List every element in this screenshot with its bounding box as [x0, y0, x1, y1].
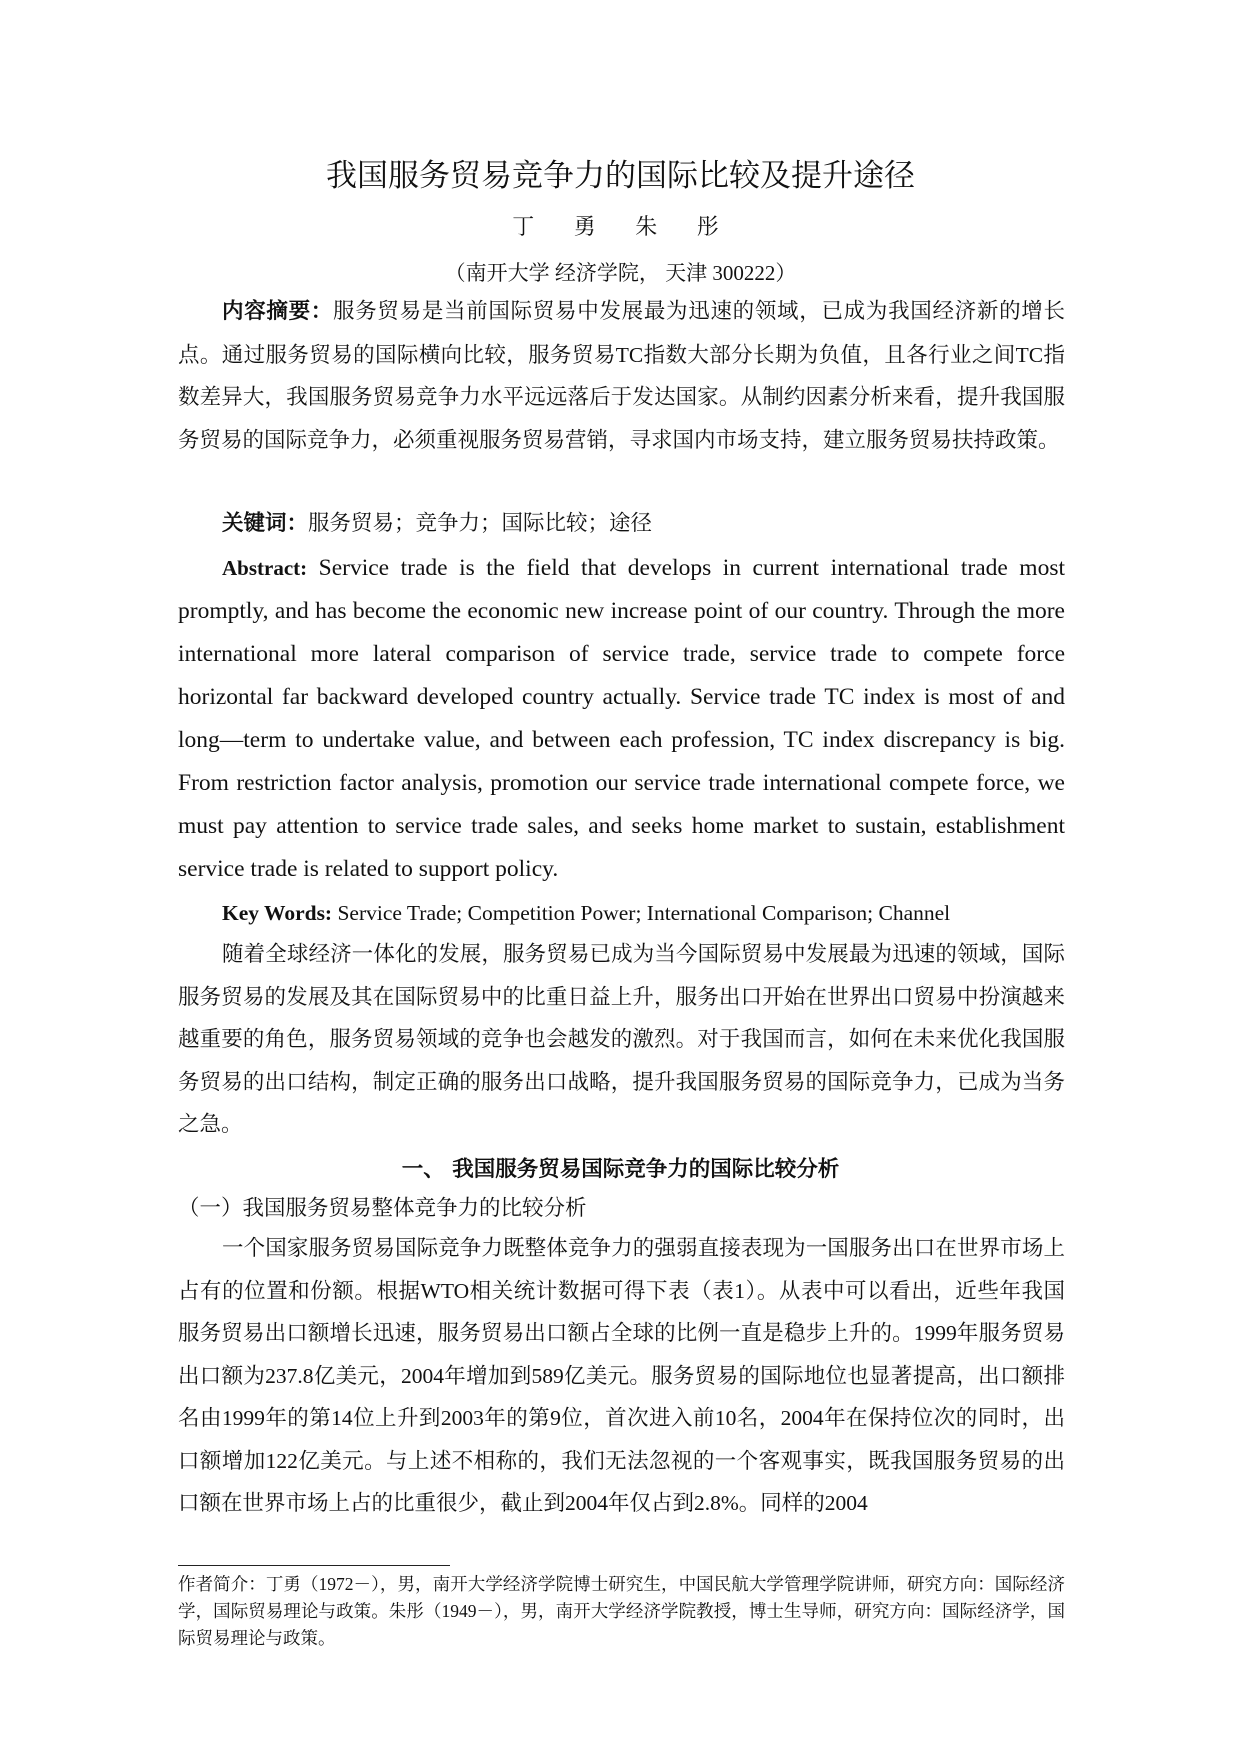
abstract-cn-label: 内容摘要： — [222, 299, 334, 324]
authors — [0, 210, 1241, 241]
authors-text: 丁 勇 朱 彤 — [512, 214, 729, 239]
paper-title: 我国服务贸易竞争力的国际比较及提升途径 — [326, 158, 915, 194]
intro-paragraph: 随着全球经济一体化的发展，服务贸易已成为当今国际贸易中发展最为迅速的领域，国际服务贸易的发展及其在国际贸易中的比重日益上升，服务出口开始在世界出口贸易中扮演越来越重要的角色，服务贸易领域的竞争也会越发的激烈。对于我国而言，如何在未来优化我国服务贸易的出口结构，制定正确的服务出口战略，提升我国服务贸易的国际竞争力，已成为当务之急。 — [178, 942, 1065, 1136]
footnote-divider — [178, 1565, 450, 1566]
section-heading: 一、 我国服务贸易国际竞争力的国际比较分析 — [401, 1157, 840, 1182]
keywords-en-label: Key Words: — [222, 901, 333, 925]
keywords-en — [178, 893, 1065, 933]
abstract-cn-block — [178, 290, 1065, 461]
abstract-cn — [178, 290, 1065, 461]
keywords-cn-block — [178, 502, 1065, 546]
keywords-en-text: Service Trade; Competition Power; International Comparison; Channel — [337, 901, 951, 925]
abstract-cn-text: 服务贸易是当前国际贸易中发展最为迅速的领域，已成为我国经济新的增长点。通过服务贸易的国际横向比较，服务贸易TC指数大部分长期为负值，且各行业之间TC指数差异大，我国服务贸易竞争力水平远远落后于发达国家。从制约因素分析来看，提升我国服务贸易的国际竞争力，必须重视服务贸易营销，寻求国内市场支持，建立服务贸易扶持政策。 — [178, 299, 1065, 452]
keywords-en-block — [178, 893, 1065, 933]
affiliation: （南开大学 经济学院， 天津 300222） — [444, 261, 797, 285]
intro-block — [178, 933, 1065, 1146]
section-body: 一个国家服务贸易国际竞争力既整体竞争力的强弱直接表现为一国服务出口在世界市场上占有的位置和份额。根据WTO相关统计数据可得下表（表1）。从表中可以看出，近些年我国服务贸易出口额增长迅速，服务贸易出口额占全球的比例一直是稳步上升的。1999年服务贸易出口额为237.8亿美元，2004年增加到589亿美元。服务贸易的国际地位也显著提高，出口额排名由1999年的第14位上升到2003年的第9位，首次进入前10名，2004年在保持位次的同时，出口额增加122亿美元。与上述不相称的，我们无法忽视的一个客观事实，既我国服务贸易的出口额在世界市场上占的比重很少，截止到2004年仅占到2.8%。同样的2004 — [178, 1236, 1065, 1515]
abstract-en-block — [178, 547, 1065, 891]
footnote: 作者简介：丁勇（1972－），男，南开大学经济学院博士研究生，中国民航大学管理学院讲师，研究方向：国际经济学，国际贸易理论与政策。朱彤（1949－），男，南开大学经济学院教授，博士生导师，研究方向：国际经济学，国际贸易理论与政策。 — [178, 1574, 1065, 1648]
keywords-cn — [178, 502, 1065, 546]
abstract-en-label: Abstract: — [222, 556, 308, 580]
abstract-en — [178, 547, 1065, 891]
abstract-en-text: Service trade is the field that develops in current international trade most promptly, and has become the economic new increase point of our country. Through the more international more lateral comparison of service trade, service trade to compete force horizontal far backward developed country actually. Service trade TC index is most of and long—term to undertake value, and between each profession, TC index discrepancy is big. From restriction factor analysis, promotion our service trade international compete force, we must pay attention to service trade sales, and seeks home market to sustain, establishment service trade is related to support policy. — [178, 555, 1066, 882]
keywords-cn-text: 服务贸易；竞争力；国际比较；途径 — [308, 511, 653, 535]
section-body-block — [178, 1227, 1065, 1525]
subsection-heading: （一）我国服务贸易整体竞争力的比较分析 — [178, 1196, 587, 1220]
keywords-cn-label: 关键词： — [222, 511, 309, 536]
